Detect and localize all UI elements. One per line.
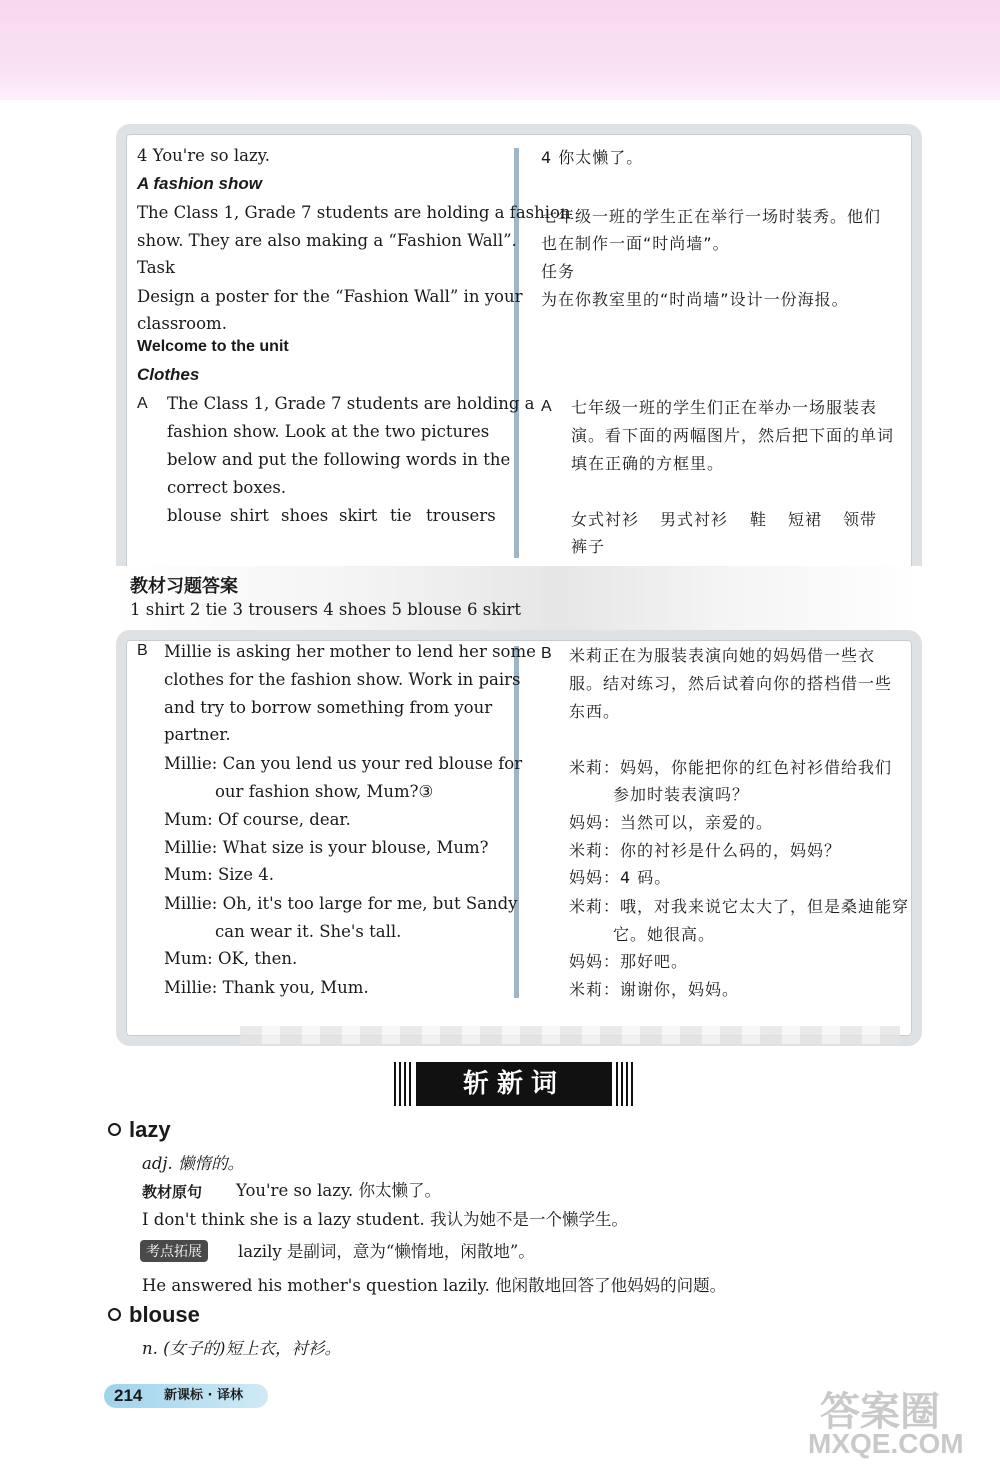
word-cn-skirt: 短裙 [788, 510, 823, 529]
extension-text: lazily 是副词，意为“懒惰地，闲散地”。 [238, 1242, 535, 1261]
section-b-cn-line-3: 东西。 [569, 702, 621, 721]
task-cn-label: 任务 [541, 262, 576, 281]
bullet-icon [108, 1308, 121, 1321]
word-tie: tie [390, 506, 412, 525]
section-a-line-1: The Class 1, Grade 7 students are holding a [167, 394, 535, 413]
dialogue-cn-line: 妈妈：当然可以，亲爱的。 [569, 813, 774, 832]
dialogue-line: Mum: Of course, dear. [164, 810, 351, 829]
watermark-url: MXQE.COM [808, 1428, 964, 1459]
decorative-strip [240, 1026, 900, 1044]
banner-bars-left [394, 1062, 412, 1106]
dialogue-cn-line: 米莉：哦，对我来说它太大了，但是桑迪能穿 [569, 897, 910, 916]
word-cn-shirt: 男式衬衫 [660, 510, 729, 529]
banner-bars-right [616, 1062, 634, 1106]
word-cn-trousers: 裤子 [571, 537, 606, 556]
example-sentence: I don't think she is a lazy student. 我认为她不是一个懒学生。 [142, 1210, 629, 1229]
dialogue-cn-line: 妈妈：4 码。 [569, 868, 672, 887]
section-b-line-3: and try to borrow something from your [164, 698, 493, 717]
vocab-word-lazy [108, 1117, 171, 1143]
dialogue-line: Millie: Thank you, Mum. [164, 978, 369, 997]
section-a-cn-line-2: 演。看下面的两幅图片，然后把下面的单词 [571, 426, 895, 445]
dialogue-line: Millie: What size is your blouse, Mum? [164, 838, 489, 857]
section-a-cn-line-3: 填在正确的方框里。 [571, 454, 725, 473]
page-number: 214 [114, 1386, 143, 1405]
dialogue-line: Mum: Size 4. [164, 865, 274, 884]
section-a-label: A [137, 395, 148, 412]
dialogue-cn-line: 妈妈：那好吧。 [569, 952, 689, 971]
section-b-line-4: partner. [164, 725, 231, 744]
intro-cn-line-2: 也在制作一面“时尚墙”。 [541, 234, 730, 253]
item-4-en: 4 You're so lazy. [137, 146, 271, 165]
section-b-line-1: Millie is asking her mother to lend her some [164, 642, 536, 661]
column-divider-bottom [514, 646, 519, 998]
word-shirt: shirt [230, 506, 269, 525]
section-b-label: B [137, 642, 148, 659]
bullet-icon [108, 1123, 121, 1136]
dialogue-cn-line: 米莉：谢谢你，妈妈。 [569, 980, 740, 999]
header-band [0, 0, 1000, 100]
answers-text: 1 shirt 2 tie 3 trousers 4 shoes 5 blouse 6 skirt [130, 600, 522, 619]
section-b-cn-label: B [541, 645, 552, 662]
section-a-cn-label: A [541, 398, 552, 415]
dialogue-cn-line: 它。她很高。 [613, 925, 716, 944]
section-a-line-3: below and put the following words in the [167, 450, 511, 469]
word-shoes: shoes [281, 506, 329, 525]
intro-cn-line-1: 七年级一班的学生正在举行一场时装秀。他们 [541, 207, 882, 226]
word-cn-tie: 领带 [843, 510, 878, 529]
section-banner [394, 1062, 634, 1106]
section-b-cn-line-2: 服。结对练习，然后试着向你的搭档借一些 [569, 674, 893, 693]
task-line-2: classroom. [137, 314, 227, 333]
dialogue-cn-line: 米莉：你的衬衫是什么码的，妈妈？ [569, 841, 842, 860]
item-4-cn: 4 你太懒了。 [541, 148, 644, 167]
answers-title: 教材习题答案 [130, 576, 238, 597]
task-line-1: Design a poster for the “Fashion Wall” in your [137, 287, 523, 306]
series-name: 新课标 · 译林 [164, 1388, 243, 1403]
dialogue-line: Millie: Oh, it's too large for me, but Sandy [164, 894, 518, 913]
word-blouse: blouse [167, 506, 222, 525]
section-a-line-2: fashion show. Look at the two pictures [167, 422, 490, 441]
dialogue-line: can wear it. She's tall. [215, 922, 402, 941]
dialogue-line: our fashion show, Mum?③ [215, 782, 434, 801]
dialogue-cn-line: 参加时装表演吗？ [613, 785, 750, 804]
vocab-word-blouse [108, 1302, 200, 1328]
section-a-line-4: correct boxes. [167, 478, 287, 497]
watermark-logo: 答案圈 [820, 1390, 940, 1434]
banner-title: 斩新词 [416, 1062, 612, 1106]
intro-line-2: show. They are also making a “Fashion Wall”. [137, 231, 517, 250]
vocab-pos: n. (女子的)短上衣，衬衫。 [142, 1339, 341, 1358]
vocab-word-text: lazy [129, 1117, 171, 1142]
word-skirt: skirt [339, 506, 378, 525]
task-label: Task [137, 258, 176, 277]
heading-welcome: Welcome to the unit [137, 338, 289, 355]
word-cn-shoes: 鞋 [750, 510, 768, 529]
vocab-word-text: blouse [129, 1302, 200, 1327]
tag-extension: 考点拓展 [140, 1240, 208, 1262]
heading-fashion-show: A fashion show [137, 174, 262, 193]
vocab-pos: adj. 懒惰的。 [142, 1154, 245, 1173]
source-sentence: You're so lazy. 你太懒了。 [236, 1181, 442, 1200]
section-b-line-2: clothes for the fashion show. Work in pairs [164, 670, 521, 689]
extension-example: He answered his mother's question lazily. 他闲散地回答了他妈妈的问题。 [142, 1276, 727, 1295]
section-a-cn-line-1: 七年级一班的学生们正在举办一场服装表 [571, 398, 878, 417]
tag-textbook-sentence: 教材原句 [142, 1183, 203, 1201]
dialogue-line: Millie: Can you lend us your red blouse for [164, 754, 523, 773]
dialogue-cn-line: 米莉：妈妈，你能把你的红色衬衫借给我们 [569, 758, 893, 777]
section-b-cn-line-1: 米莉正在为服装表演向她的妈妈借一些衣 [569, 646, 876, 665]
heading-clothes: Clothes [137, 365, 200, 384]
word-trousers: trousers [426, 506, 496, 525]
dialogue-line: Mum: OK, then. [164, 949, 298, 968]
task-cn-text: 为在你教室里的“时尚墙”设计一份海报。 [541, 290, 849, 309]
word-cn-blouse: 女式衬衫 [571, 510, 640, 529]
intro-line-1: The Class 1, Grade 7 students are holding a fashion [137, 203, 571, 222]
